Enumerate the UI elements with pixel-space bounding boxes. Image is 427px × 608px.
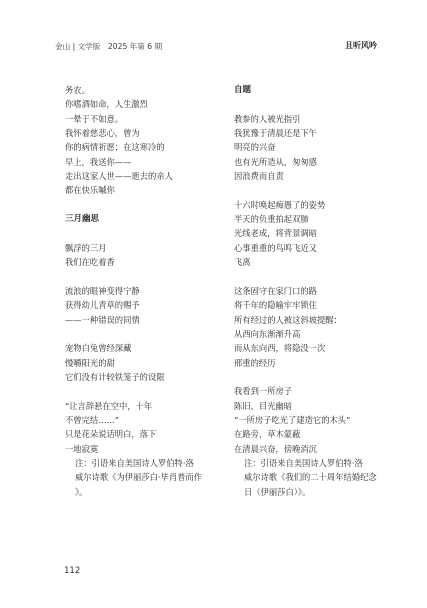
poem-line: 而从东向西，将隐没一次 <box>234 343 326 354</box>
page-number: 112 <box>64 566 81 576</box>
poem-line: 务农。 <box>65 85 90 95</box>
poem-line: 你嗜酒如命，人生激烈 <box>65 99 148 110</box>
poem-line: 教参的人被光指引 <box>234 113 301 124</box>
poem-line: 这条固守在家门口的路 <box>234 285 317 296</box>
poem-line: 陈旧，目光幽暗 <box>234 400 293 411</box>
right-column <box>234 83 384 499</box>
poem-line: 光线老成，将背景调暗 <box>234 228 317 239</box>
journal-info: 金山 | 文学版 2025 年第 6 期 <box>55 42 163 51</box>
poem-line: 飘浮的三月 <box>65 242 107 253</box>
poem-line: 因浪费而自责 <box>234 171 284 182</box>
poem-line: 走出这家人世——逝去的亲人 <box>65 171 173 182</box>
poem-line: 十六时唤起痴愚了的姿势 <box>234 199 326 210</box>
poem-title: 三月幽思 <box>65 214 100 225</box>
poem-line: 一晕于不如意。 <box>65 113 124 124</box>
footnote-line: 威尔诗歌《为伊丽莎白·毕肖普而作 <box>74 472 203 483</box>
poem-line: 我怀着慈悲心，曾为 <box>65 128 140 139</box>
poem-line: 也有光所造从，匆匆感 <box>234 156 317 167</box>
poem-line: 宠物白兔曾经深藏 <box>65 343 132 354</box>
column-title: 且听风吟 <box>345 41 377 50</box>
poem-line: 不曾完结……” <box>65 414 120 425</box>
poem-line: 获得幼儿青草的赐予 <box>65 300 140 311</box>
poem-line: 心事重重的鸟鸣飞近又 <box>234 242 317 253</box>
footnote-line: 注：引语来自美国诗人罗伯特·洛 <box>74 457 194 468</box>
poem-line: 在路旁，草木蒙蔽 <box>234 429 301 440</box>
poem-line: 所有经过的人被这斜坡提醒： <box>234 314 342 325</box>
poem-line: 邢重的经历 <box>234 357 276 368</box>
poem-line: 只是花朵说话明白，落下 <box>65 429 157 440</box>
footnote-line: 威尔诗歌《我们的二十周年结婚纪念 <box>243 472 377 483</box>
poem-line: “让言辞悬在空中，十年 <box>65 400 153 411</box>
left-column <box>65 83 215 499</box>
poem-line: 半天的负重拍起双肺 <box>234 214 309 225</box>
poem-line: 在清晨兴奋，傍晚消沉 <box>234 443 317 454</box>
poem-line: 飞离 <box>234 257 251 268</box>
poem-line: “一所房子吃光了建造它的木头” <box>234 414 351 425</box>
poem-line: 明亮的兴奋 <box>234 142 276 153</box>
poem-line: 你的病情祈愿；在这寒冷的 <box>65 142 165 153</box>
footnote <box>234 456 384 499</box>
poem-line: 早上，我送你—— <box>65 156 132 167</box>
footnote <box>65 456 215 499</box>
footnote-line: 日（伊丽莎白）》。 <box>243 486 311 497</box>
poem-line: 我看到一所房子 <box>234 386 293 397</box>
poem-title: 自题 <box>234 85 252 95</box>
poem-line: 慢嚼阳光的甜 <box>65 357 115 368</box>
footnote-line: 注：引语来自美国诗人罗伯特·洛 <box>243 457 363 468</box>
poem-line: 流浪的眼神变得宁静 <box>65 285 140 296</box>
poem-line: 将千年的隐喻牢牢锁住 <box>234 300 317 311</box>
poem-line: 我们在吃着香 <box>65 257 115 268</box>
poem-line: 一地寂寞 <box>65 443 99 454</box>
poem-line: 它们没有计较铁笼子的设限 <box>65 371 165 382</box>
poem-line: 我犹豫于清晨还是下午 <box>234 128 317 139</box>
poem-line: 都在快乐嘁你 <box>65 185 115 196</box>
poem-line: 从西向东渐渐升高 <box>234 328 301 339</box>
poem-line: ——一种错误的同情 <box>65 314 140 325</box>
footnote-line: 》。 <box>74 486 88 497</box>
